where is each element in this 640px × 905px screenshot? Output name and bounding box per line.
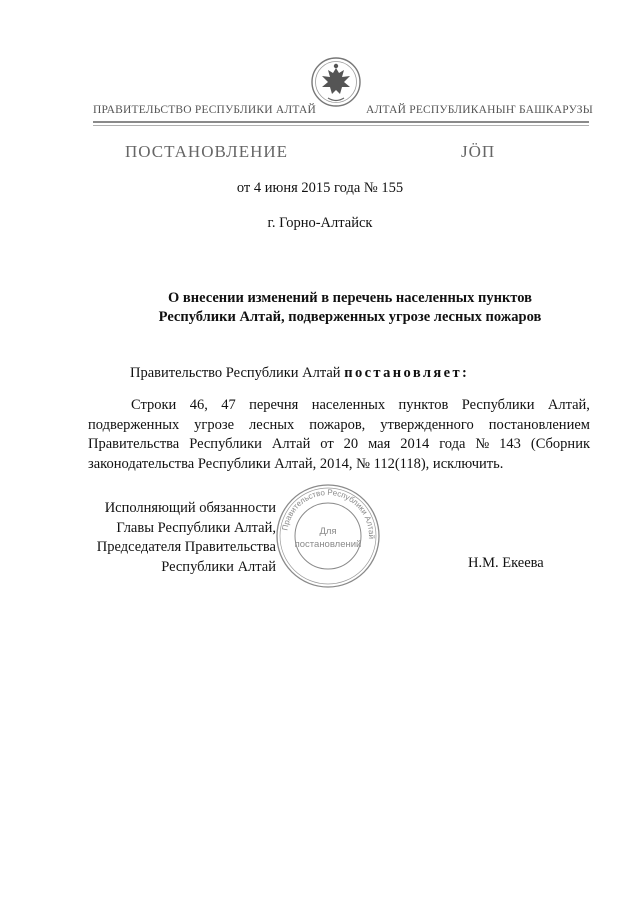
- signatory-line: Главы Республики Алтай,: [116, 519, 276, 536]
- org-name-altai: АЛТАЙ РЕСПУБЛИКАНЫҤ БАШКАРУЗЫ: [366, 104, 593, 116]
- body-word: 46,: [189, 397, 208, 413]
- body-line: законодательства Республики Алтай, 2014, № 112(118), исключить.: [88, 455, 504, 472]
- body-word: 143: [499, 436, 521, 452]
- body-line: [88, 435, 590, 455]
- body-word: лесных: [249, 416, 295, 433]
- header-rule: [93, 121, 589, 123]
- body-word: Республики: [189, 436, 262, 452]
- stamp-center-line: постановлений: [294, 539, 362, 550]
- decree-keyword: постановляет:: [344, 365, 470, 381]
- body-word: населенных: [311, 397, 386, 413]
- body-word: Правительства: [88, 436, 180, 452]
- title-line: Республики Алтай, подверженных угрозе лесных пожаров: [158, 309, 542, 325]
- doc-type-russian: ПОСТАНОВЛЕНИЕ: [125, 142, 289, 161]
- body-word: утвержденного: [380, 416, 474, 433]
- signatory-line: Исполняющий обязанности: [104, 500, 276, 516]
- document-city: г. Горно-Алтайск: [267, 215, 373, 231]
- signatory-name: Н.М. Екеева: [468, 555, 544, 571]
- body-word: (Сборник: [530, 436, 590, 452]
- stamp-center-line: Для: [319, 526, 337, 537]
- signatory-line: Республики Алтай: [161, 558, 276, 575]
- body-word: пожаров,: [309, 416, 366, 433]
- body-word: угрозе: [194, 416, 235, 433]
- body-word: пунктов: [398, 397, 449, 413]
- signatory-line: Председателя Правительства: [96, 539, 276, 555]
- body-line: [88, 396, 590, 416]
- body-word: года: [439, 436, 466, 452]
- document-date: от 4 июня 2015 года № 155: [236, 180, 404, 196]
- document-title: [80, 289, 620, 327]
- body-word: перечня: [249, 397, 299, 413]
- body-word: подверженных: [88, 416, 180, 433]
- body-line: [88, 416, 590, 436]
- document-body: [88, 396, 590, 474]
- body-word: 47: [221, 397, 236, 413]
- body-word: от: [320, 436, 334, 452]
- body-word: мая: [368, 436, 391, 452]
- body-word: постановлением: [488, 416, 590, 433]
- doc-type-altai: JӦП: [461, 142, 496, 161]
- stamp-ring-text: Правительство Республики Алтай: [280, 487, 377, 540]
- title-line: О внесении изменений в перечень населенных пунктов: [168, 290, 532, 306]
- body-word: Республики: [461, 397, 535, 413]
- official-stamp: [274, 482, 382, 590]
- decree-statement: [130, 365, 469, 382]
- signatory-title: [60, 499, 276, 577]
- decree-prefix: Правительство Республики Алтай: [130, 365, 345, 381]
- header-rule-thin: [93, 125, 589, 126]
- org-name-russian: ПРАВИТЕЛЬСТВО РЕСПУБЛИКИ АЛТАЙ: [93, 104, 317, 116]
- body-word: 2014: [400, 436, 430, 452]
- body-word: Алтай: [271, 436, 311, 452]
- body-word: 20: [343, 436, 359, 452]
- body-word: Строки: [131, 397, 177, 413]
- body-word: Алтай,: [547, 397, 590, 413]
- eagle-emblem-icon: [310, 54, 362, 114]
- body-word: №: [475, 436, 490, 452]
